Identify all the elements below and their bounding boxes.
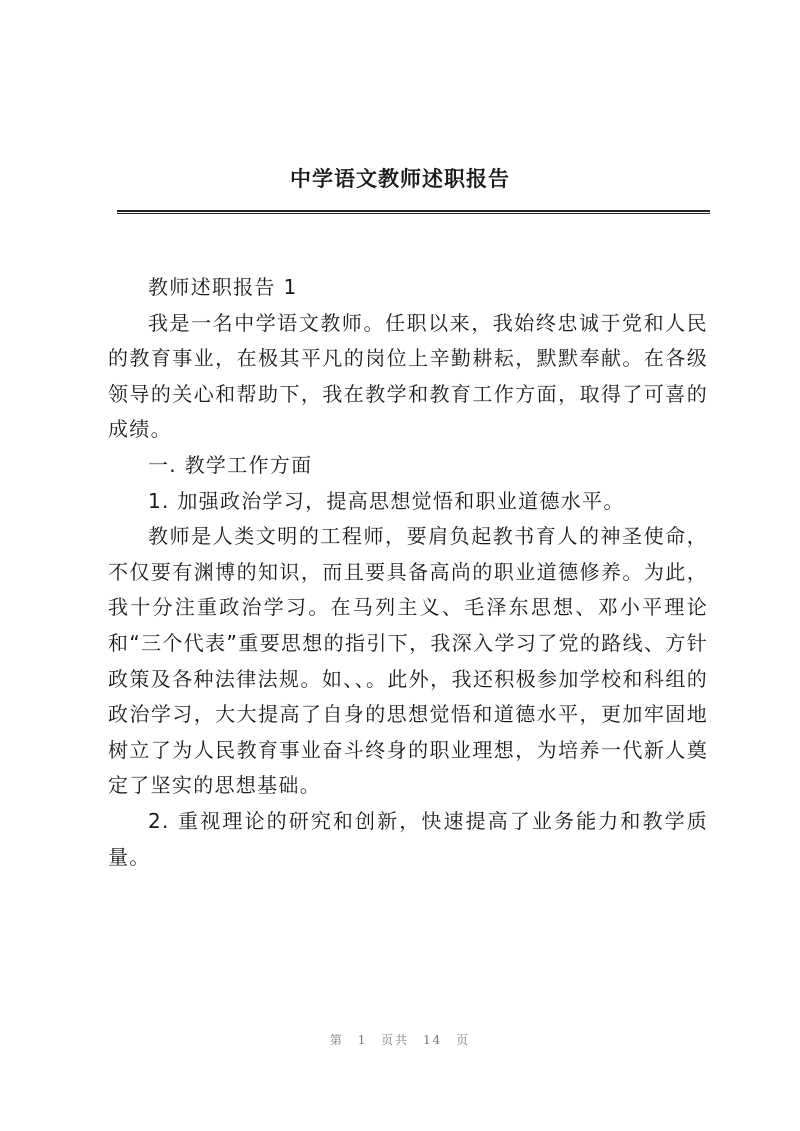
- page-footer: [0, 1031, 800, 1048]
- paragraph-section-heading: 教师述职报告 1: [148, 275, 298, 299]
- document-body: [108, 270, 708, 875]
- paragraph-intro: 我是一名中学语文教师。任职以来，我始终忠诚于党和人民的教育事业，在极其平凡的岗位上辛勤耕耘，默默奉献。在各级领导的关心和帮助下，我在教学和教育工作方面，取得了可喜的成绩。: [108, 310, 708, 442]
- paragraph-body-1: 教师是人类文明的工程师，要肩负起教书育人的神圣使命，不仅要有渊博的知识，而且要具备高尚的职业道德修养。为此，我十分注重政治学习。在马列主义、毛泽东思想、邓小平理论和“三个代表”重要思想的指引下，我深入学习了党的路线、方针政策及各种法律法规。如、、。此外，我还积极参加学校和科组的政治学习，大大提高了自身的思想觉悟和道德水平，更加牢固地树立了为人民教育事业奋斗终身的职业理想，为培养一代新人奠定了坚实的思想基础。: [108, 524, 708, 798]
- footer-total-pages: 14: [423, 1033, 443, 1047]
- title-divider: [117, 210, 710, 214]
- paragraph-heading-teaching: 一. 教学工作方面: [148, 452, 313, 477]
- paragraph-item-1: 1. 加强政治学习，提高思想觉悟和职业道德水平。: [148, 488, 625, 513]
- footer-prefix: 第: [329, 1033, 344, 1047]
- footer-middle: 页共: [381, 1033, 410, 1047]
- paragraph-item-2: 2. 重视理论的研究和创新，快速提高了业务能力和教学质量。: [108, 808, 708, 869]
- document-title: 中学语文教师述职报告: [290, 166, 510, 191]
- footer-suffix: 页: [456, 1033, 471, 1047]
- footer-current-page: 1: [357, 1033, 368, 1047]
